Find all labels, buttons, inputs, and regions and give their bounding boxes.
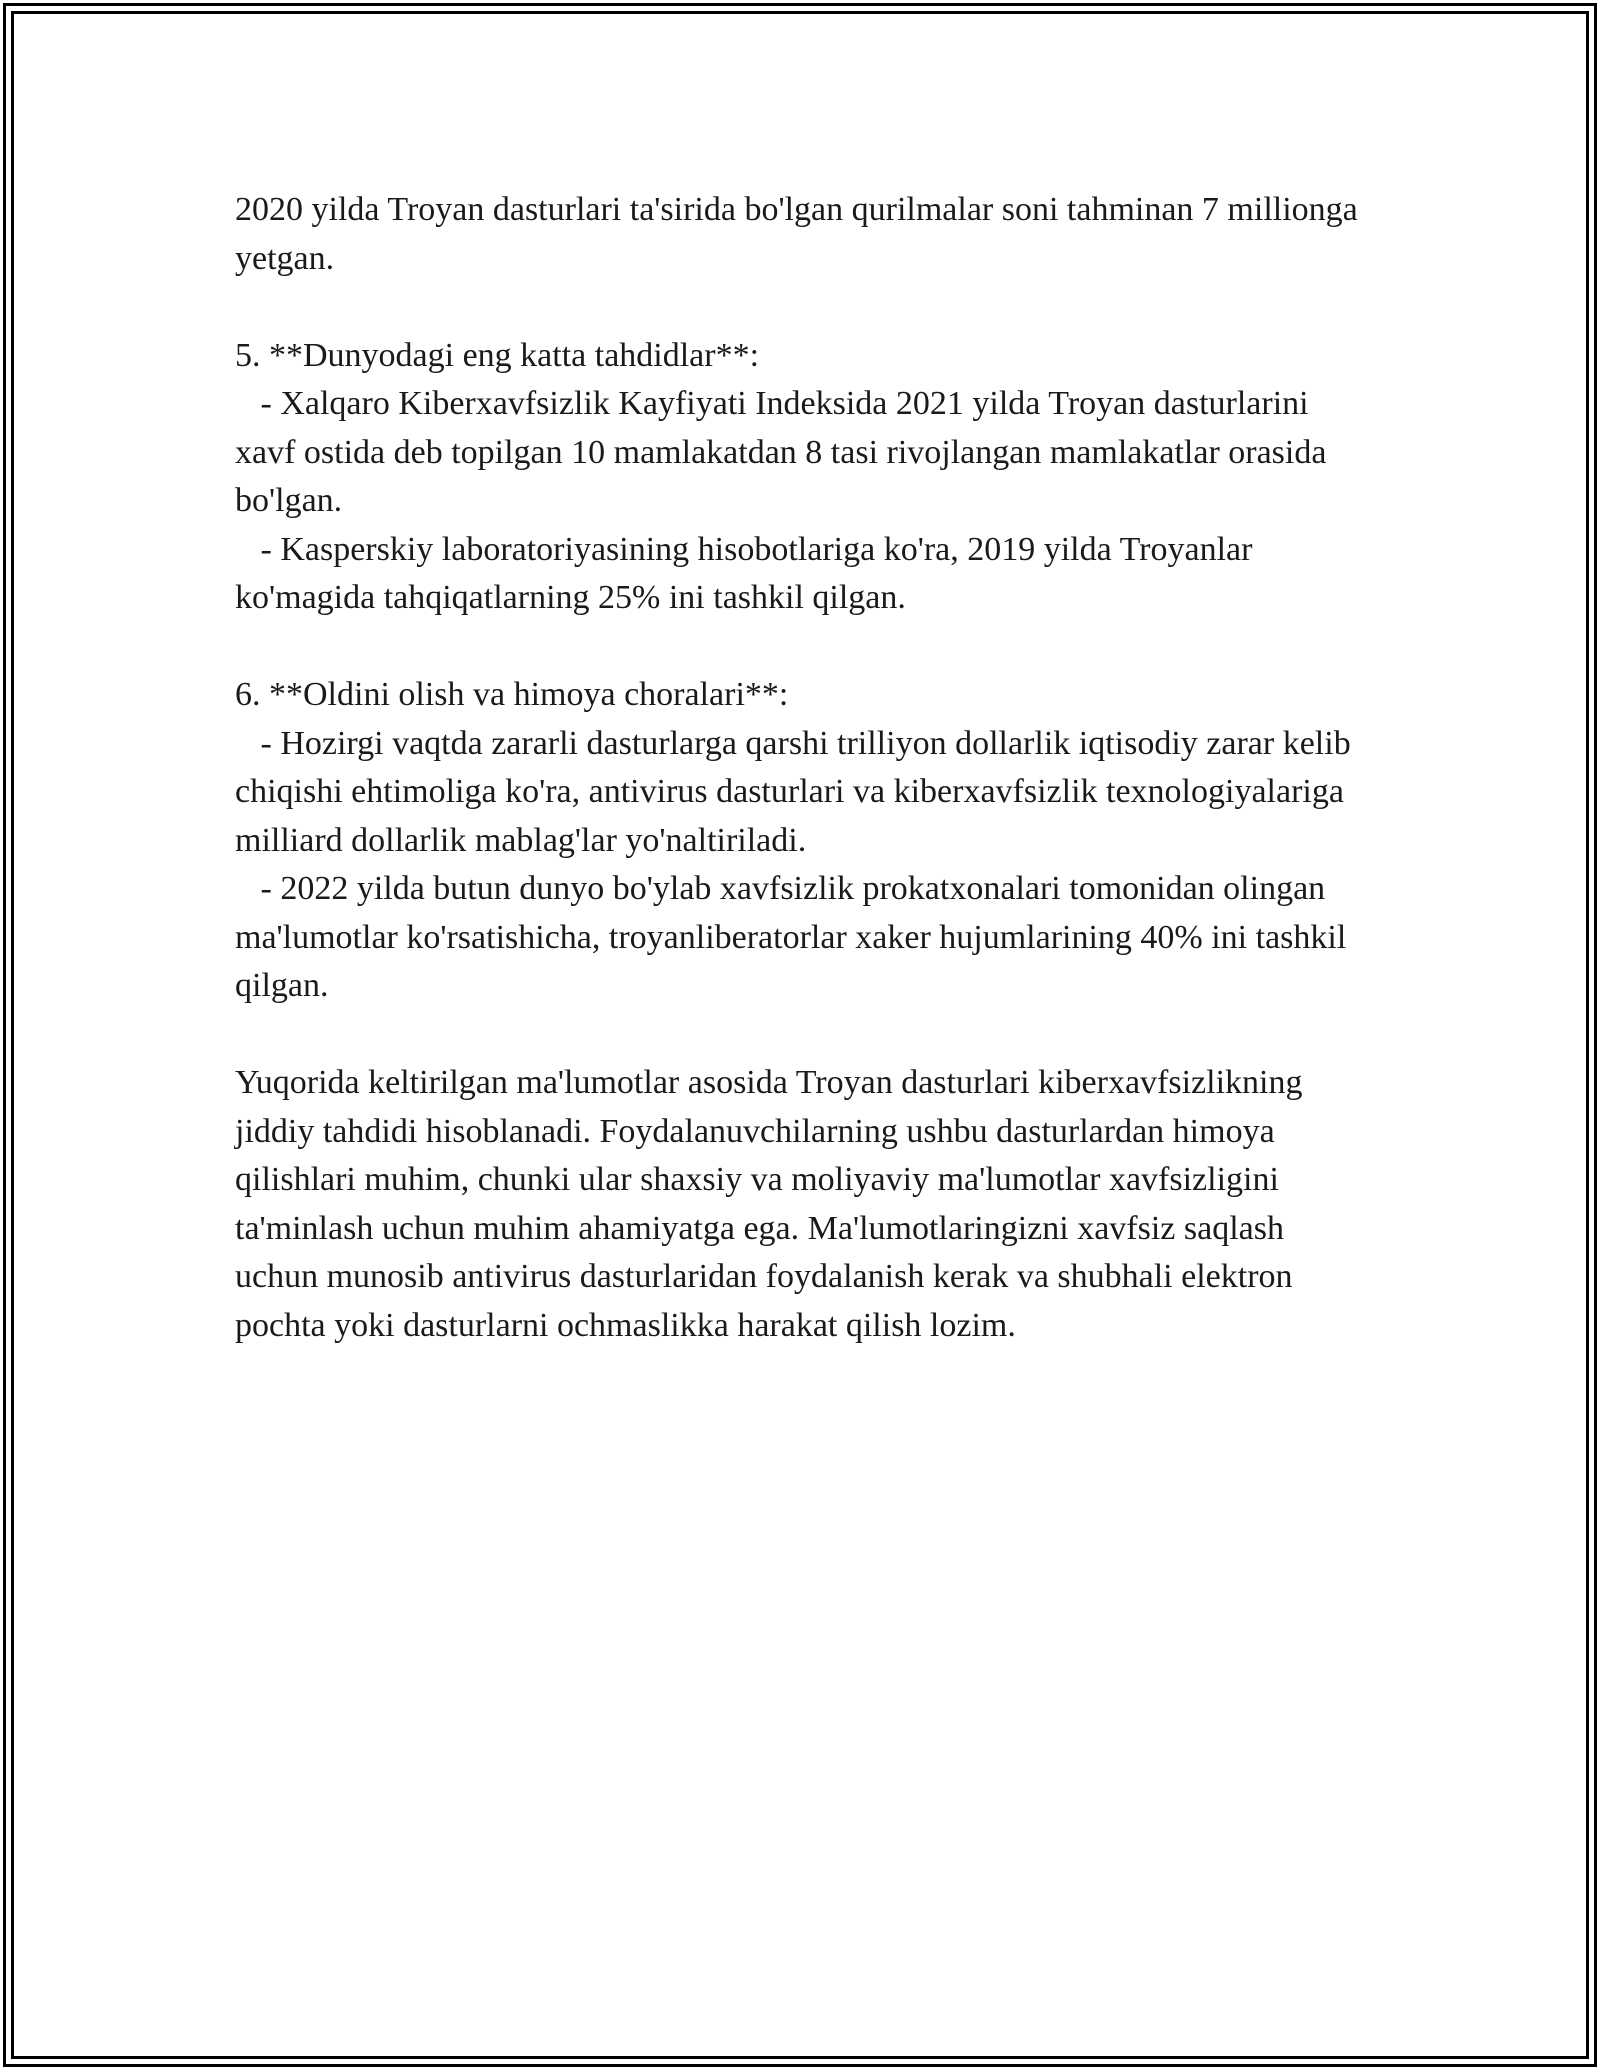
paragraph-spacer	[235, 1011, 1365, 1060]
conclusion-paragraph: Yuqorida keltirilgan ma'lumotlar asosida Troyan dasturlari kiberxavfsizlikning jiddiy tahdidi hisoblanadi. Foydalanuvchilarning ushbu dasturlardan himoya qilishlari muhim, chunki ular shaxsiy va moliyaviy ma'lumotlar xavfsizligini ta'minlash uchun muhim ahamiyatga ega. Ma'lumotlaringizni xavfsiz saqlash uchun munosib antivirus dasturlaridan foydalanish kerak va shubhali elektron pochta yoki dasturlarni ochmaslikka harakat qilish lozim.	[235, 1064, 1311, 1344]
section-6-item-1: - Hozirgi vaqtda zararli dasturlarga qarshi trilliyon dollarlik iqtisodiy zarar kelib chiqishi ehtimoliga ko'ra, antivirus dasturlari va kiberxavfsizlik texnologiyalariga milliard dollarlik mablag'lar yo'naltiriladi.	[235, 724, 1360, 859]
section-5-item-1: - Xalqaro Kiberxavfsizlik Kayfiyati Indeksida 2021 yilda Troyan dasturlarini xavf ostida deb topilgan 10 mamlakatdan 8 tasi rivojlangan mamlakatlar orasida bo'lgan.	[235, 385, 1335, 519]
section-6-item-2: - 2022 yilda butun dunyo bo'ylab xavfsizlik prokatxonalari tomonidan olingan ma'lumotlar ko'rsatishicha, troyanliberatorlar xaker hujumlarining 40% ini tashkil qilgan.	[235, 870, 1355, 1004]
section-5-item-2: - Kasperskiy laboratoriyasining hisobotlariga ko'ra, 2019 yilda Troyanlar ko'magida tahqiqatlarning 25% ini tashkil qilgan.	[235, 530, 1261, 616]
document-body	[235, 186, 1365, 1350]
paragraph-spacer	[235, 283, 1365, 332]
section-5-heading: 5. **Dunyodagi eng katta tahdidlar**:	[235, 336, 760, 374]
section-6-heading: 6. **Oldini olish va himoya choralari**:	[235, 676, 789, 713]
paragraph-spacer	[235, 623, 1365, 672]
intro-paragraph: 2020 yilda Troyan dasturlari ta'sirida bo'lgan qurilmalar soni tahminan 7 millionga yetgan.	[235, 191, 1367, 277]
